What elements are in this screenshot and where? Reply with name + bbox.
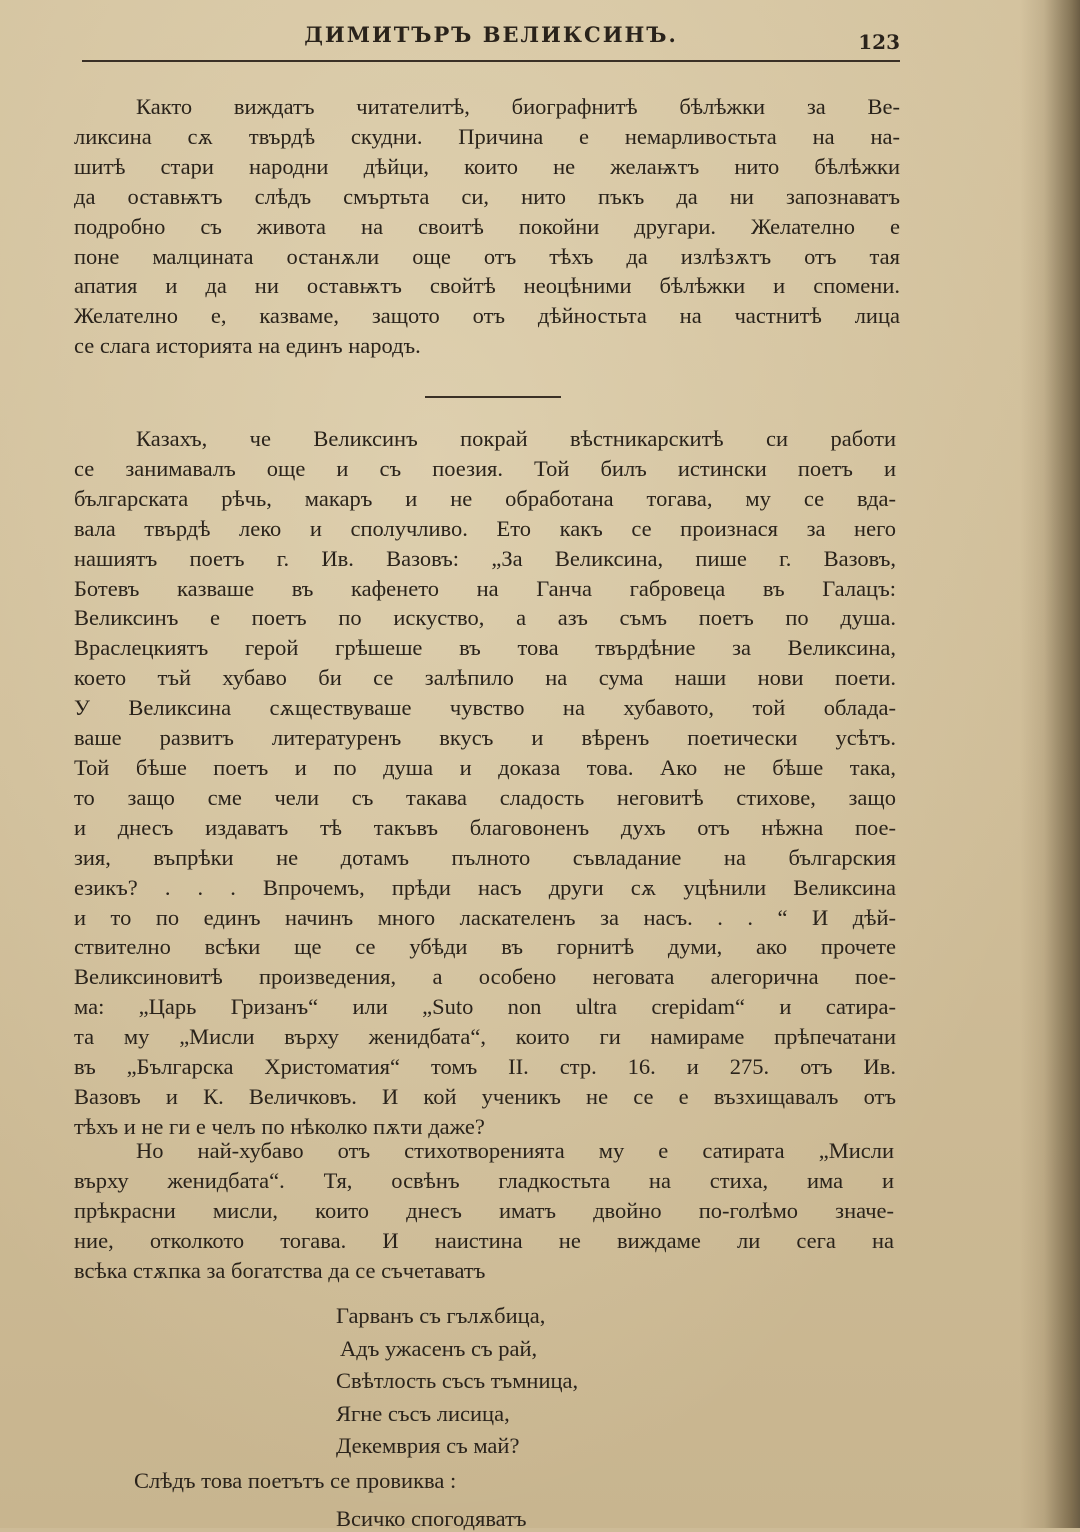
text-line: У Великсина сѫществуваше чувство на хубавото, той облада- xyxy=(74,695,896,721)
text-line: се занимавалъ още и съ поезия. Той билъ истински поетъ и xyxy=(74,455,896,481)
running-head xyxy=(82,14,900,54)
text-line: Великсиновитѣ произведения, а особено неговата алегорична пое- xyxy=(74,964,896,990)
text-line: българската рѣчь, макаръ и не обработана тогава, му се вда- xyxy=(74,485,896,511)
text-line: и то по единъ начинъ много ласкателенъ за насъ. . . “ И дѣй- xyxy=(74,904,896,930)
text-line: тѣхъ и не ги е челъ по нѣколко пѫти даже? xyxy=(74,1113,485,1139)
text-line: което тъй хубаво би се залѣпило на сума наши нови поети. xyxy=(74,665,896,691)
text-line: апатия и да ни оставѭтъ свойтѣ неоцѣними бѣлѣжки и спомени. xyxy=(74,273,900,299)
text-line: Желателно е, казваме, защото отъ дѣйностьта на частнитѣ лица xyxy=(74,303,900,329)
text-line: подробно съ живота на своитѣ покойни другари. Желателно е xyxy=(74,213,900,239)
poem-verse: Ягне съсъ лисица, xyxy=(336,1400,510,1426)
poem-verse: Всичко спогодяватъ xyxy=(336,1506,527,1531)
poem-verse: Декемврия съ май? xyxy=(336,1433,520,1458)
page-gutter-shadow xyxy=(1020,0,1080,1528)
text-line: Вазовъ и К. Величковъ. И кой ученикъ не се е възхищавалъ отъ xyxy=(74,1083,896,1109)
text-line: Казахъ, че Великсинъ покрай вѣстникарскитѣ си работи xyxy=(136,426,896,451)
text-line: Той бѣше поетъ и по душа и доказа това. Ако не бѣше така, xyxy=(74,754,896,780)
text-line: всѣка стѫпка за богатства да се съчетаватъ xyxy=(74,1257,486,1283)
text-line: шитѣ стари народни дѣйци, които не желаѭтъ нито бѣлѣжки xyxy=(74,153,900,179)
text-line: то защо сме чели съ такава сладость неговитѣ стихове, защо xyxy=(74,784,896,810)
text-line: Великсинъ е поетъ по искуство, а азъ съмъ поетъ по душа. xyxy=(74,605,896,631)
text-line: вала твърдѣ леко и сполучливо. Ето какъ се произнася за него xyxy=(74,515,896,541)
running-title: ДИМИТЪРЪ ВЕЛИКСИНЪ. xyxy=(304,22,678,47)
text-line: поне малцината останѫли още отъ тѣхъ да излѣзѫтъ отъ тая xyxy=(74,243,900,269)
section-separator xyxy=(425,396,561,398)
text-line: Както виждатъ читателитѣ, биографнитѣ бѣлѣжки за Ве- xyxy=(136,94,900,119)
text-line: ма: „Царь Гризанъ“ или „Suto non ultra crepidam“ и сатира- xyxy=(74,994,896,1020)
text-line: се слага историята на единъ народъ. xyxy=(74,333,421,359)
text-line: Но най-хубаво отъ стихотворенията му е сатирата „Мисли xyxy=(136,1138,894,1163)
text-line: върху женидбата“. Тя, освѣнъ гладкостьта на стиха, има и xyxy=(74,1167,894,1193)
poem-verse: Адъ ужасенъ съ рай, xyxy=(340,1335,538,1361)
text-line: езикъ? . . . Впрочемъ, прѣди насъ други сѫ уцѣнили Великсина xyxy=(74,874,896,900)
text-line: ликсина сѫ твърдѣ скудни. Причина е немарливостьта на на- xyxy=(74,123,900,149)
text-line: зия, въпрѣки не дотамъ пълното съвладание на българския xyxy=(74,844,896,870)
page-number: 123 xyxy=(858,30,900,54)
text-line: ваше развитъ литературенъ вкусъ и вѣренъ поетически усѣтъ. xyxy=(74,725,896,751)
text-line: да оставѭтъ слѣдъ смъртьта си, нито пъкъ да ни запознаватъ xyxy=(74,183,900,209)
poem-verse: Гарванъ съ гълѫбица, xyxy=(336,1303,546,1328)
text-line: та му „Мисли върху женидбата“, които ги намираме прѣпечатани xyxy=(74,1024,896,1050)
text-line: нашиятъ поетъ г. Ив. Вазовъ: „За Великсина, пише г. Вазовъ, xyxy=(74,545,896,571)
paragraph-3 xyxy=(74,1136,894,1286)
paragraph-2 xyxy=(74,424,896,1142)
paragraph-1 xyxy=(74,92,900,361)
text-line: прѣкрасни мисли, които днесъ иматъ двойно по-голѣмо значе- xyxy=(74,1197,894,1223)
text-line: ние, отколкото тогава. И наистина не виждаме ли сега на xyxy=(74,1227,894,1253)
text-line: Ботевъ казваше въ кафенето на Ганча габровеца въ Галацъ: xyxy=(74,575,896,601)
text-line: Враслецкиятъ герой грѣшеше въ това твърдѣние за Великсина, xyxy=(74,635,896,661)
text-line: ствително всѣки ще се убѣди въ горнитѣ думи, ако прочете xyxy=(74,934,896,960)
poem xyxy=(336,1300,578,1463)
header-rule xyxy=(82,60,900,62)
closing-line: Слѣдъ това поетътъ се провиква : xyxy=(134,1468,457,1493)
poem-verse: Свѣтлость съсъ тъмница, xyxy=(336,1368,579,1393)
text-line: въ „Българска Христоматия“ томъ II. стр. 16. и 275. отъ Ив. xyxy=(74,1054,896,1080)
text-line: и днесъ издаватъ тѣ такъвъ благовоненъ духъ отъ нѣжна пое- xyxy=(74,814,896,840)
